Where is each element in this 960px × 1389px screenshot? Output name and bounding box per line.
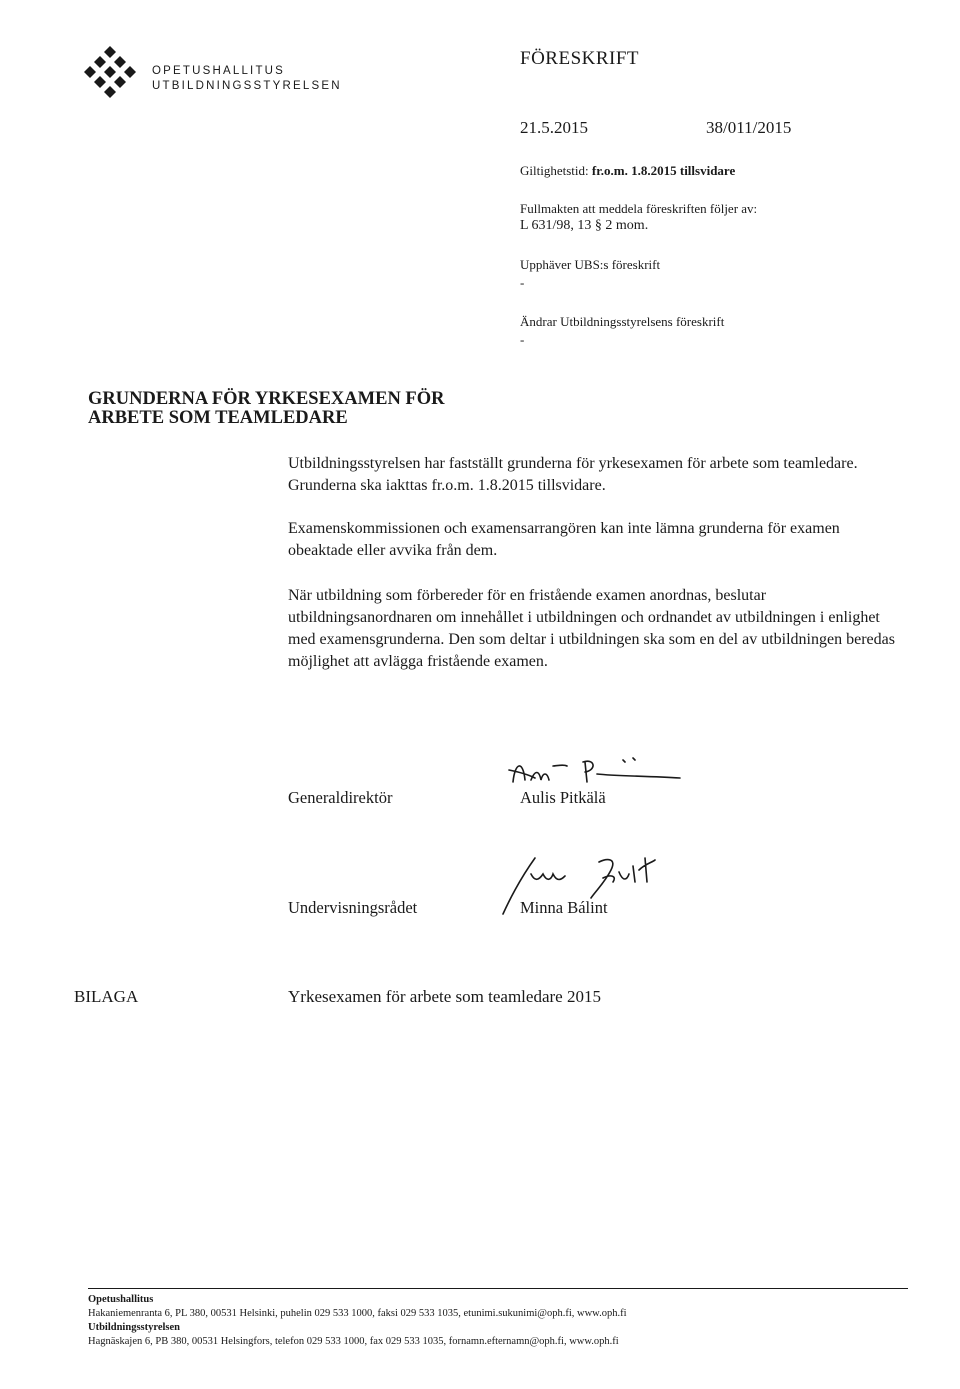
footer-org-sv: Utbildningsstyrelsen bbox=[88, 1322, 180, 1333]
validity-line bbox=[520, 162, 735, 179]
appendix-label: BILAGA bbox=[74, 987, 139, 1006]
validity-label: Giltighetstid: bbox=[520, 163, 589, 178]
footer-address-sv: Hagnäskajen 6, PB 380, 00531 Helsingfors, telefon 029 533 1000, fax 029 533 1035, fornamn.efternamn@oph.fi, www.oph.fi bbox=[88, 1336, 619, 1347]
document-type: FÖRESKRIFT bbox=[520, 48, 640, 69]
signatory-name-2: Minna Bálint bbox=[520, 898, 608, 917]
signatory-title-1: Generaldirektör bbox=[288, 788, 393, 807]
org-name-fi: OPETUSHALLITUS bbox=[152, 65, 286, 77]
authority-label: Fullmakten att meddela föreskriften följer av: bbox=[520, 201, 758, 216]
title-line-2: ARBETE SOM TEAMLEDARE bbox=[88, 408, 348, 428]
amends-value: - bbox=[520, 332, 525, 347]
document-number: 38/011/2015 bbox=[706, 118, 792, 137]
document-date: 21.5.2015 bbox=[520, 118, 588, 137]
paragraph-1: Utbildningsstyrelsen har fastställt grunderna för yrkesexamen för arbete som teamledare. Grunderna ska iakttas fr.o.m. 1.8.2015 tillsvidare. bbox=[288, 455, 858, 494]
title-line-1: GRUNDERNA FÖR YRKESEXAMEN FÖR bbox=[88, 389, 445, 409]
logo-icon bbox=[80, 46, 140, 106]
document-title bbox=[88, 390, 548, 428]
paragraph-2: Examenskommissionen och examensarrangören kan inte lämna grunderna för examen obeaktade eller avvika från dem. bbox=[288, 520, 840, 559]
signatory-name-1: Aulis Pitkälä bbox=[520, 788, 606, 807]
footer-org-fi: Opetushallitus bbox=[88, 1294, 154, 1305]
footer-divider bbox=[88, 1288, 908, 1289]
signatory-title-2: Undervisningsrådet bbox=[288, 898, 418, 917]
validity-value: fr.o.m. 1.8.2015 tillsvidare bbox=[591, 163, 736, 178]
org-name-sv: UTBILDNINGSSTYRELSEN bbox=[152, 80, 342, 92]
footer bbox=[88, 1293, 928, 1349]
repeals-label: Upphäver UBS:s föreskrift bbox=[520, 257, 661, 272]
paragraph-3: När utbildning som förbereder för en fristående examen anordnas, beslutar utbildningsanordnaren om innehållet i utbildningen och ordnandet av utbildningen i enlighet med examensgrunderna. Den som deltar i utbildningen ska som en del av utbildningen beredas möjlighet att avlägga fristående examen. bbox=[288, 587, 895, 670]
signature-pitkala bbox=[505, 752, 690, 792]
repeals-value: - bbox=[520, 275, 525, 290]
organization-name bbox=[152, 64, 342, 94]
authority-value: L 631/98, 13 § 2 mom. bbox=[520, 218, 649, 233]
footer-address-fi: Hakaniemenranta 6, PL 380, 00531 Helsinki, puhelin 029 533 1000, faksi 029 533 1035, etunimi.sukunimi@oph.fi, www.oph.fi bbox=[88, 1308, 627, 1319]
amends-label: Ändrar Utbildningsstyrelsens föreskrift bbox=[520, 314, 725, 329]
appendix-text: Yrkesexamen för arbete som teamledare 2015 bbox=[288, 987, 601, 1006]
